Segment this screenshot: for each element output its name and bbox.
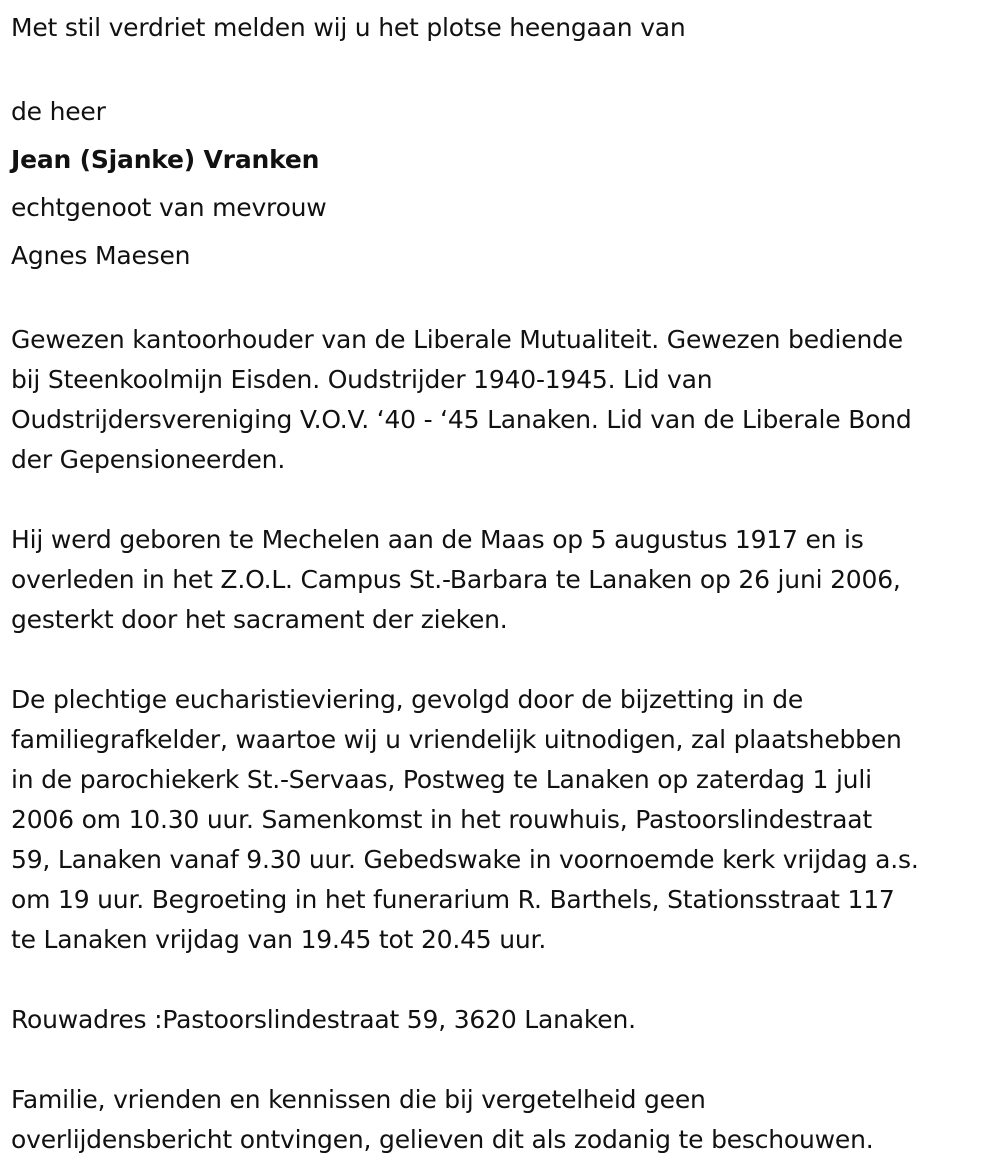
life-paragraph (11, 520, 990, 640)
career-line: Oudstrijdersvereniging V.O.V. ‘40 - ‘45 Lanaken. Lid van de Liberale Bond (11, 405, 912, 434)
intro-text: Met stil verdriet melden wij u het plotse heengaan van (11, 13, 686, 42)
ceremony-line: 59, Lanaken vanaf 9.30 uur. Gebedswake in voornoemde kerk vrijdag a.s. (11, 845, 919, 874)
spacer (11, 640, 990, 680)
career-line: der Gepensioneerden. (11, 445, 286, 474)
ceremony-line: om 19 uur. Begroeting in het funerarium R. Barthels, Stationsstraat 117 (11, 885, 895, 914)
life-line: gesterkt door het sacrament der zieken. (11, 605, 508, 634)
career-line: Gewezen kantoorhouder van de Liberale Mutualiteit. Gewezen bediende (11, 325, 903, 354)
ceremony-line: De plechtige eucharistieviering, gevolgd door de bijzetting in de (11, 685, 804, 714)
career-line: bij Steenkoolmijn Eisden. Oudstrijder 1940-1945. Lid van (11, 365, 713, 394)
closing-line: Familie, vrienden en kennissen die bij vergetelheid geen (11, 1085, 706, 1114)
ceremony-line: 2006 om 10.30 uur. Samenkomst in het rouwhuis, Pastoorslindestraat (11, 805, 872, 834)
career-paragraph (11, 320, 990, 480)
spacer (11, 480, 990, 520)
spacer (11, 960, 990, 1000)
spacer (11, 48, 990, 88)
ceremony-line: te Lanaken vrijdag van 19.45 tot 20.45 uur. (11, 925, 547, 954)
mourning-address: Rouwadres :Pastoorslindestraat 59, 3620 Lanaken. (11, 1005, 636, 1034)
deceased-name: Jean (Sjanke) Vranken (11, 145, 320, 174)
spouse-name: Agnes Maesen (11, 241, 191, 270)
spouse-label: echtgenoot van mevrouw (11, 193, 327, 222)
life-line: overleden in het Z.O.L. Campus St.-Barbara te Lanaken op 26 juni 2006, (11, 565, 901, 594)
spacer (11, 280, 990, 320)
title-prefix: de heer (11, 97, 106, 126)
closing-line: overlijdensbericht ontvingen, gelieven dit als zodanig te beschouwen. (11, 1125, 874, 1154)
ceremony-paragraph (11, 680, 990, 960)
closing-paragraph (11, 1080, 990, 1160)
ceremony-line: familiegrafkelder, waartoe wij u vriendelijk uitnodigen, zal plaatshebben (11, 725, 902, 754)
life-line: Hij werd geboren te Mechelen aan de Maas op 5 augustus 1917 en is (11, 525, 864, 554)
spacer (11, 1040, 990, 1080)
ceremony-line: in de parochiekerk St.-Servaas, Postweg te Lanaken op zaterdag 1 juli (11, 765, 872, 794)
